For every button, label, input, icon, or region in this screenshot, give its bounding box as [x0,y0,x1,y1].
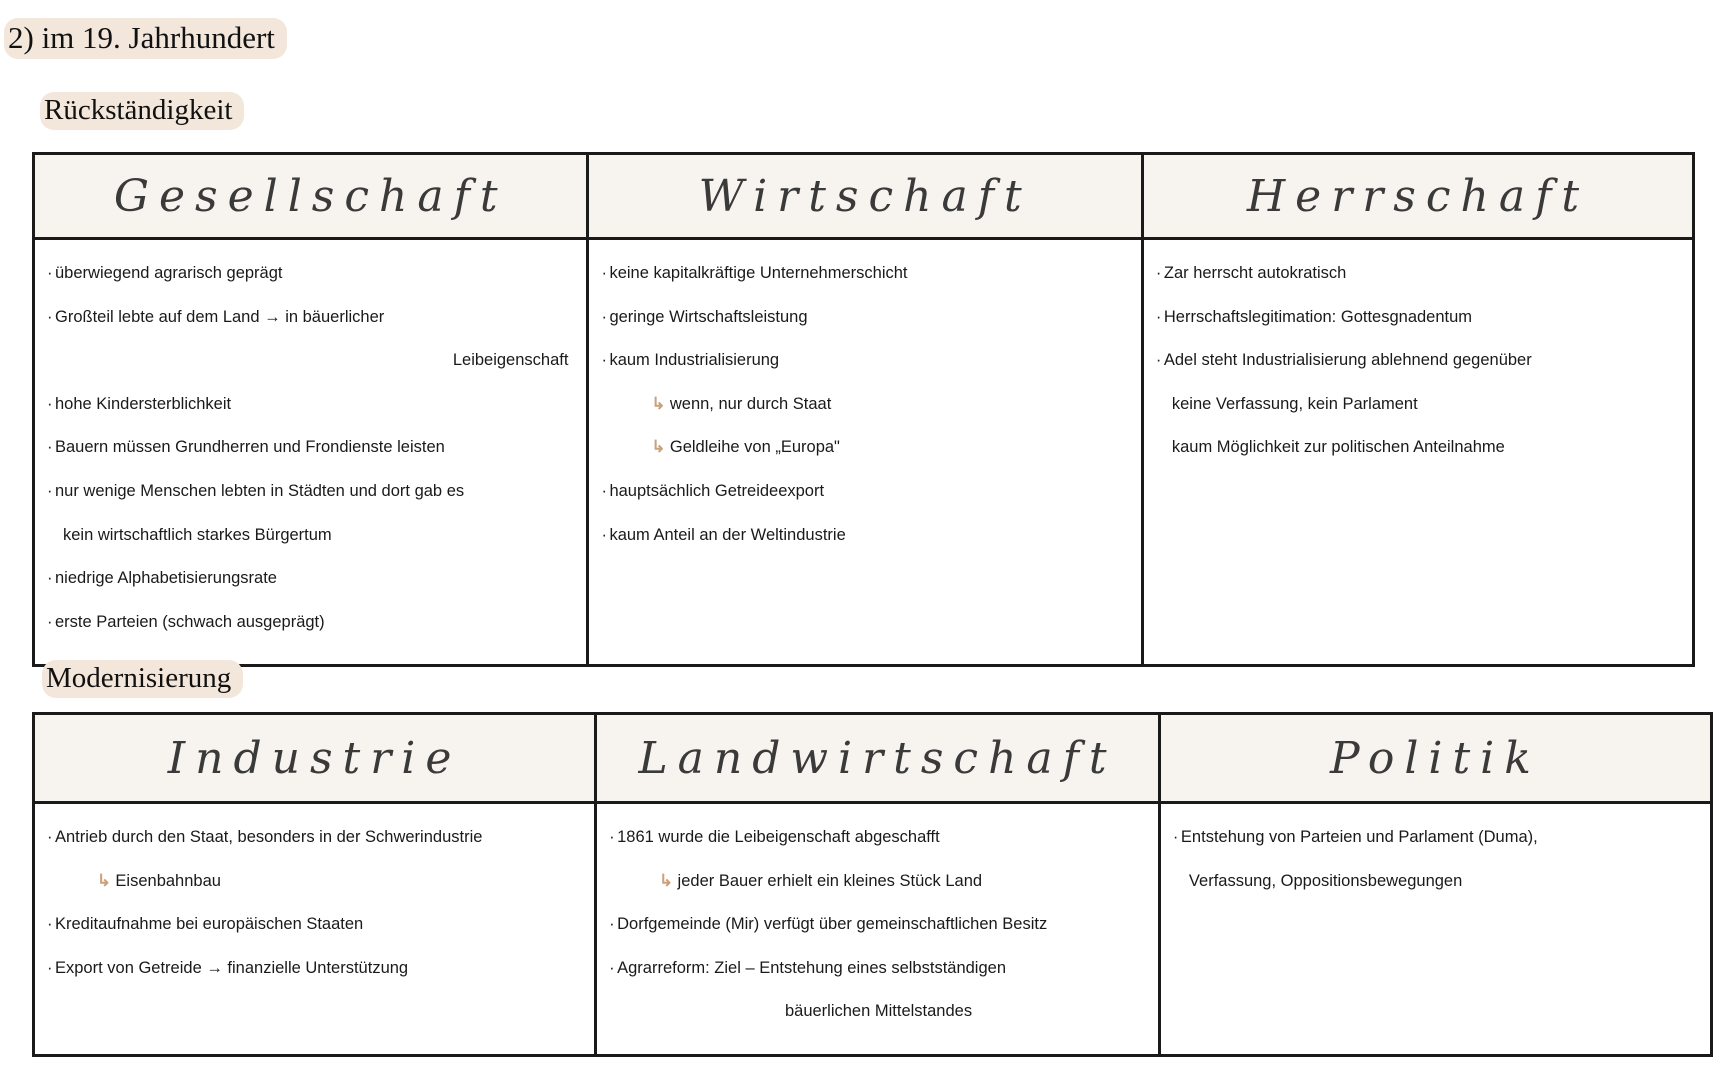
list-item-text: Kreditaufnahme bei europäischen Staaten [55,915,364,934]
list-item-text: Agrarreform: Ziel – Entstehung eines selbstständigen [617,958,1007,977]
list-item-text: keine Verfassung, kein Parlament [1171,394,1418,413]
list-item-text: Dorfgemeinde (Mir) verfügt über gemeinschaftlichen Besitz [617,915,1048,934]
list-item [1181,870,1692,914]
list-item-text: kaum Industrialisierung [609,351,780,370]
list-item [1164,393,1674,437]
list-item-text: Eisenbahnbau [115,871,221,890]
list-item-text: wenn, nur durch Staat [669,394,832,413]
list-item [609,524,1122,568]
section-heading-modernisierung: Modernisierung [42,664,243,693]
cell-gesellschaft [34,239,588,666]
list-item [1164,436,1674,480]
list-item-text: 1861 wurde die Leibeigenschaft abgeschafft [617,828,940,846]
list-item-text: Export von Getreide → finanzielle Unterstützung [55,958,409,977]
item-list [55,262,568,654]
list-item [617,957,1140,1001]
list-item [55,826,576,870]
list-item-text: kaum Möglichkeit zur politischen Anteilnahme [1171,438,1505,457]
list-item [617,1000,1140,1044]
list-item-text: Herrschaftslegitimation: Gottesgnadentum [1163,307,1473,326]
list-item-text: niedrige Alphabetisierungsrate [55,569,277,588]
list-item-text: Zar herrscht autokratisch [1163,264,1347,282]
list-item [55,393,568,437]
table-body-row [34,239,1694,666]
column-header-herrschaft: Herrschaft [1142,154,1693,239]
cell-industrie [34,803,596,1056]
list-item [55,567,568,611]
list-item [55,913,576,957]
table-body-row [34,803,1712,1056]
table-header-row [34,714,1712,803]
list-item [55,957,576,1001]
list-item [1164,349,1674,393]
list-item-text: jeder Bauer erhielt ein kleines Stück Land [677,871,983,890]
list-item-text: nur wenige Menschen lebten in Städten und dort gab es [55,481,465,500]
list-item [55,262,568,306]
list-item [617,913,1140,957]
list-item [617,826,1140,870]
item-list [55,826,576,1000]
list-item-text: hohe Kindersterblichkeit [55,394,232,413]
item-list [1164,262,1674,480]
list-item [609,436,1122,480]
cell-politik [1159,803,1711,1056]
list-item [55,349,568,393]
table-modernisierung [32,712,1713,1057]
list-item [609,393,1122,437]
list-item [1164,306,1674,350]
cell-herrschaft [1142,239,1693,666]
column-header-wirtschaft: Wirtschaft [588,154,1142,239]
page-title: 2) im 19. Jahrhundert [4,22,287,53]
list-item [55,611,568,655]
item-list [609,262,1122,567]
list-item-text: hauptsächlich Getreideexport [609,481,825,500]
list-item [55,480,568,524]
list-item [55,306,568,350]
list-item [55,870,576,914]
list-item-text: keine kapitalkräftige Unternehmerschicht [609,264,908,282]
item-list [1181,826,1692,913]
column-header-gesellschaft: Gesellschaft [34,154,588,239]
list-item-text: geringe Wirtschaftsleistung [609,307,808,326]
sub-arrow-icon: ↳ [659,871,673,890]
cell-landwirtschaft [596,803,1160,1056]
list-item [609,262,1122,306]
list-item [609,480,1122,524]
table-header-row [34,154,1694,239]
list-item-text: bäuerlichen Mittelstandes [784,1002,973,1021]
list-item [55,436,568,480]
list-item-text: Entstehung von Parteien und Parlament (Duma), [1180,828,1538,846]
list-item-text: erste Parteien (schwach ausgeprägt) [55,612,325,631]
column-header-politik: Politik [1159,714,1711,803]
cell-wirtschaft [588,239,1142,666]
list-item-text: Adel steht Industrialisierung ablehnend gegenüber [1163,351,1532,370]
list-item [609,349,1122,393]
list-item-text: Leibeigenschaft [452,351,569,370]
list-item-text: kein wirtschaftlich starkes Bürgertum [63,525,332,544]
list-item-text: Geldleihe von „Europa" [669,438,840,457]
column-header-industrie: Industrie [34,714,596,803]
list-item [1164,262,1674,306]
list-item [617,870,1140,914]
list-item-text: Verfassung, Oppositionsbewegungen [1188,871,1463,890]
sub-arrow-icon: ↳ [651,438,666,457]
list-item-text: Antrieb durch den Staat, besonders in der Schwerindustrie [55,828,483,846]
list-item [609,306,1122,350]
list-item [55,524,568,568]
table-rueckstaendigkeit [32,152,1695,667]
list-item-text: kaum Anteil an der Weltindustrie [609,525,846,544]
section-heading-rueckstaendigkeit: Rückständigkeit [40,96,244,125]
list-item [1181,826,1692,870]
list-item-text: Großteil lebte auf dem Land → in bäuerlicher [55,307,385,326]
list-item-text: Bauern müssen Grundherren und Frondienste leisten [55,438,445,457]
sub-arrow-icon: ↳ [97,871,111,890]
column-header-landwirtschaft: Landwirtschaft [596,714,1160,803]
item-list [617,826,1140,1044]
sub-arrow-icon: ↳ [651,394,666,413]
list-item-text: überwiegend agrarisch geprägt [55,264,283,282]
